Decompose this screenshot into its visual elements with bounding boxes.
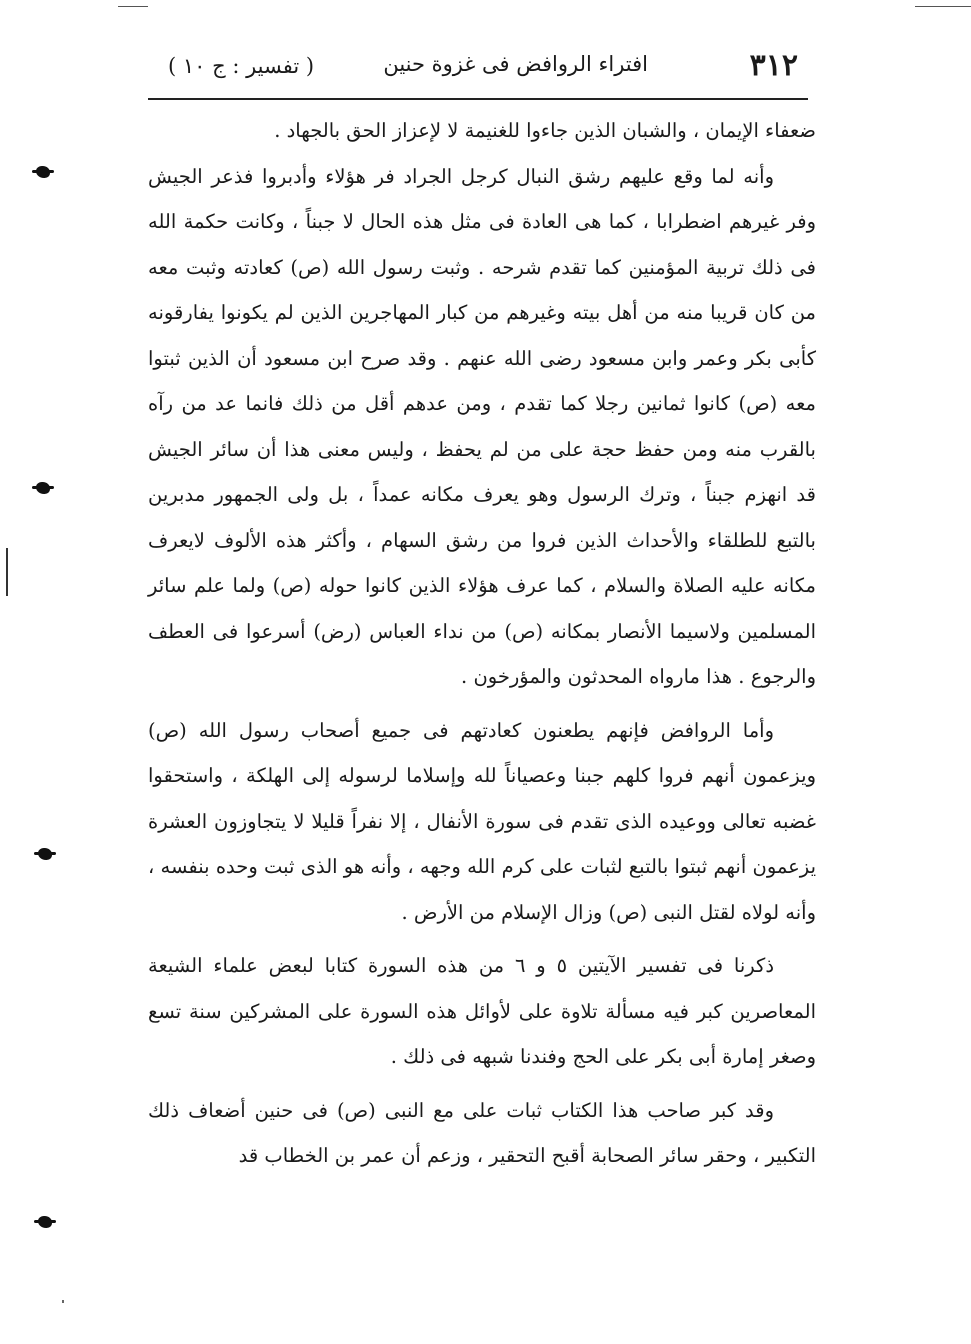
paragraph-continuation: ضعفاء الإيمان ، والشبان الذين جاءوا للغنيمة لا لإعزاز الحق بالجهاد .: [274, 119, 816, 142]
margin-binding-mark: [36, 166, 50, 178]
running-title: افتراء الروافض فى غزوة حنين: [383, 52, 648, 76]
scan-edge-mark: [915, 6, 971, 7]
body-text: [148, 108, 816, 1179]
paragraph: وأما الروافض فإنهم يطعنون كعادتهم فى جميع أصحاب رسول الله (ص) ويزعمون أنهم فروا كلهم جبنا وعصياناً لله وإسلاما لرسوله إلى الهلكة ، واستحقوا غضبه تعالى ووعيده الذى تقدم فى سورة الأنفال ، إلا نفراً قليلا لا يتجاوزون العشرة يزعمون أنهم ثبتوا بالتبع لثبات على كرم الله وجهه ، وأنه هو الذى ثبت وحده بنفسه ، وأنه لولاه لقتل النبى (ص) وزال الإسلام من الأرض .: [148, 718, 816, 924]
paragraph: ذكرنا فى تفسير الآيتين ٥ و ٦ من هذه السورة كتابا لبعض علماء الشيعة المعاصرين كبر فيه مسألة تلاوة على لأوائل هذه السورة على المشركين سنة تسع وصغر إمارة أبى بكر على الحج وفندنا شبهه فى ذلك .: [148, 954, 816, 1068]
page-edge-line: [6, 548, 8, 596]
margin-binding-mark: [38, 1216, 52, 1228]
scan-speck: [62, 1300, 64, 1303]
margin-binding-mark: [36, 482, 50, 494]
volume-label: ( تفسير : ج ١٠ ): [168, 54, 315, 78]
page-header: [148, 40, 798, 100]
scan-edge-mark: [118, 6, 148, 7]
paragraph: وقد كبر صاحب هذا الكتاب ثبات على مع النبى (ص) فى حنين أضعاف ذلك التكبير ، وحقر سائر الصحابة أقبح التحقير ، وزعم أن عمر بن الخطاب قد: [148, 1098, 816, 1167]
paragraph: وأنه لما وقع عليهم رشق النبال كرجل الجراد فر هؤلاء وأدبروا فذعر الجيش وفر غيرهم اضطرابا ، كما هى العادة فى مثل هذه الحال لا جبناً ، وكانت حكمة الله فى ذلك تربية المؤمنين كما تقدم شرحه . وثبت رسول الله (ص) كعادته وثبت معه من كان قريبا منه من أهل بيته وغيرهم من كبار المهاجرين الذين لم يكونوا يفارقونه كأبى بكر وعمر وابن مسعود رضى الله عنهم . وقد صرح ابن مسعود أن الذين ثبتوا معه (ص) كانوا ثمانين رجلا كما تقدم ، ومن عدهم أقل من ذلك فانما عد من رآه بالقرب منه ومن حفظ حجة على من لم يحفظ ، وليس معنى هذا أن سائر الجيش قد انهزم جبناً ، وترك الرسول وهو يعرف مكانه عمداً ، بل ولى الجمهور مدبرين بالتبع للطلقاء والأحداث الذين فروا من رشق السهام ، وأكثر هذه الألوف لايعرف مكانه عليه الصلاة والسلام ، كما عرف هؤلاء الذين كانوا حوله (ص) ولما علم سائر المسلمين ولاسيما الأنصار بمكانه (ص) من نداء العباس (رض) أسرعوا فى العطف والرجوع . هذا مارواه المحدثون والمؤرخون .: [148, 164, 816, 688]
page-number: ٣١٢: [749, 48, 798, 83]
margin-binding-mark: [38, 848, 52, 860]
header-rule: [148, 98, 808, 100]
